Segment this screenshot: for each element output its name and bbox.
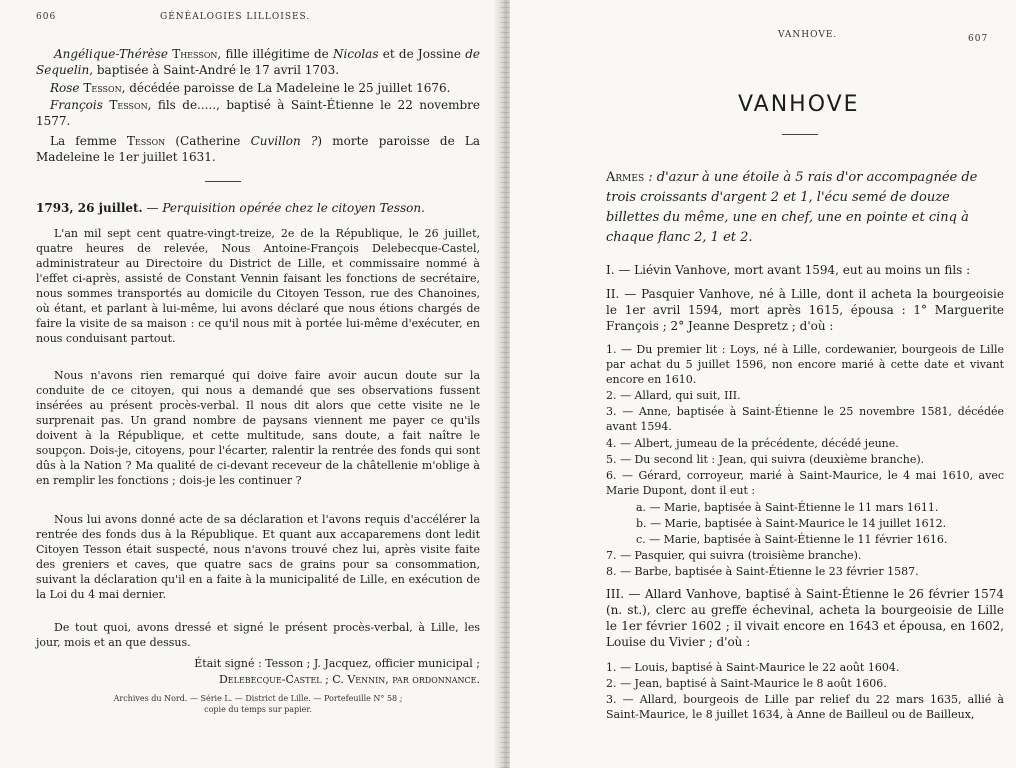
grandchild-b: b. — Marie, baptisée à Saint-Maurice le 14 juillet 1612.	[636, 517, 947, 530]
grandchild-c: c. — Marie, baptisée à Saint-Étienne le 11 février 1616.	[636, 533, 948, 546]
page-title: VANHOVE	[738, 92, 860, 117]
body-paragraph-4: De tout quoi, avons dressé et signé le présent procès-verbal, à Lille, les jour, mois et an que dessus.	[36, 621, 480, 649]
running-head-right: VANHOVE.	[778, 30, 838, 40]
entry-francois: François Tesson, fils de....., baptisé à Saint-Étienne le 22 novembre 1577.	[36, 98, 480, 128]
body-paragraph-1: L'an mil sept cent quatre-vingt-treize, 2e de la République, le 26 juillet, quatre heures de relevée, Nous Antoine-François Delebecque-Castel, administrateur au Directoire du District de Lille, et commissaire nommé à l'effet ci-après, assisté de Constant Vennin faisant les fonctions de secrétaire, nous sommes transportés au domicile du Citoyen Tesson, rue des Chanoines, où étant, et parlant à lui-même, lui avons déclaré que nous étions chargés de faire la visite de sa maison : ce qu'il nous mit à portée lui-même d'exécuter, en nous conduisant partout.	[36, 227, 480, 345]
left-page	[0, 0, 500, 768]
child-ii-2: 2. — Allard, qui suit, III.	[606, 389, 741, 402]
generation-i: I. — Liévin Vanhove, mort avant 1594, eut au moins un fils :	[606, 263, 971, 277]
grandchild-a: a. — Marie, baptisée à Saint-Étienne le 11 mars 1611.	[636, 501, 939, 514]
child-ii-1: 1. — Du premier lit : Loys, né à Lille, cordewanier, bourgeois de Lille par achat du 5 juillet 1596, non encore marié à cette date et vivant encore en 1610.	[606, 343, 1004, 386]
right-page	[510, 0, 1016, 768]
page-number-left: 606	[36, 12, 57, 22]
child-iii-2: 2. — Jean, baptisé à Saint-Maurice le 8 août 1606.	[606, 677, 887, 690]
body-paragraph-3: Nous lui avons donné acte de sa déclaration et l'avons requis d'accélérer la rentrée des fonds dus à la République. Et quant aux accaparemens dont ledit Citoyen Tesson était suspecté, nous n'avons trouvé chez lui, après visite faite des greniers et caves, que quatre sacs de grains pour sa consommation, suivant la déclaration qu'il en a faite à la municipalité de Lille, en exécution de la Loi du 4 mai dernier.	[36, 513, 480, 601]
document-heading: 1793, 26 juillet. — Perquisition opérée chez le citoyen Tesson.	[36, 201, 425, 215]
arms-description: Armes : d'azur à une étoile à 5 rais d'or accompagnée de trois croissants d'argent 2 et 1, l'écu semé de douze billettes du même, une en chef, une en pointe et cinq à chaque flanc 2, 1 et 2.	[606, 170, 978, 245]
child-ii-5: 5. — Du second lit : Jean, qui suivra (deuxième branche).	[606, 453, 925, 466]
signature-line-2: Delebecque-Castel ; C. Vennin, par ordonnance.	[218, 673, 480, 686]
entry-femme: La femme Tesson (Catherine Cuvillon ?) morte paroisse de La Madeleine le 1er juillet 1631.	[36, 134, 481, 164]
generation-ii: II. — Pasquier Vanhove, né à Lille, dont il acheta la bourgeoisie le 1er avril 1594, mort après 1615, épousa : 1° Marguerite François ; 2° Jeanne Despretz ; d'où :	[606, 287, 1004, 333]
page-number-right: 607	[968, 34, 989, 44]
child-ii-6: 6. — Gérard, corroyeur, marié à Saint-Maurice, le 4 mai 1610, avec Marie Dupont, dont il eut :	[606, 469, 1004, 497]
section-divider	[205, 181, 241, 182]
signature-line-1: Était signé : Tesson ; J. Jacquez, officier municipal ;	[194, 657, 480, 670]
child-ii-4: 4. — Albert, jumeau de la précédente, décédé jeune.	[606, 437, 899, 450]
entry-angelique: Angélique-Thérèse Thesson, fille illégitime de Nicolas et de Jossine de Sequelin, baptisée à Saint-André le 17 avril 1703.	[36, 47, 480, 77]
child-iii-1: 1. — Louis, baptisé à Saint-Maurice le 22 août 1604.	[606, 661, 900, 674]
child-ii-3: 3. — Anne, baptisée à Saint-Étienne le 25 novembre 1581, décédée avant 1594.	[606, 405, 1004, 433]
archive-note-1: Archives du Nord. — Série L. — District de Lille. — Portefeuille N° 58 ;	[113, 694, 403, 703]
entry-rose: Rose Tesson, décédée paroisse de La Madeleine le 25 juillet 1676.	[50, 81, 451, 95]
generation-iii: III. — Allard Vanhove, baptisé à Saint-Étienne le 26 février 1574 (n. st.), clerc au greffe échevinal, acheta la bourgeoisie de Lille le 1er février 1602 ; il vivait encore en 1643 et épousa, en 1602, Louise du Vivier ; d'où :	[606, 587, 1004, 649]
body-paragraph-2: Nous n'avons rien remarqué qui doive faire avoir aucun doute sur la conduite de ce citoyen, qui nous a demandé que ses observations fussent insérées au présent procès-verbal. Il nous dit alors que cette visite ne le surprenait pas. Un grand nombre de paysans viennent me payer ce qu'ils doivent à la République, et cette multitude, sans doute, a fait naître le soupçon. Dois-je, citoyens, pour l'écarter, ralentir la rentrée des fonds qui sont dûs à la Nation ? Ma qualité de ci-devant receveur de la châtellenie m'oblige à en remplir les fonctions ; dois-je les continuer ?	[36, 369, 480, 487]
child-ii-7: 7. — Pasquier, qui suivra (troisième branche).	[606, 549, 862, 562]
archive-note-2: copie du temps sur papier.	[204, 705, 312, 714]
running-head-left: GÉNÉALOGIES LILLOISES.	[160, 12, 311, 22]
child-iii-3: 3. — Allard, bourgeois de Lille par relief du 22 mars 1635, allié à Saint-Maurice, le 8 juillet 1634, à Anne de Bailleul ou de Bailleux,	[606, 693, 1004, 721]
title-divider	[782, 134, 818, 135]
child-ii-8: 8. — Barbe, baptisée à Saint-Étienne le 23 février 1587.	[606, 565, 919, 578]
